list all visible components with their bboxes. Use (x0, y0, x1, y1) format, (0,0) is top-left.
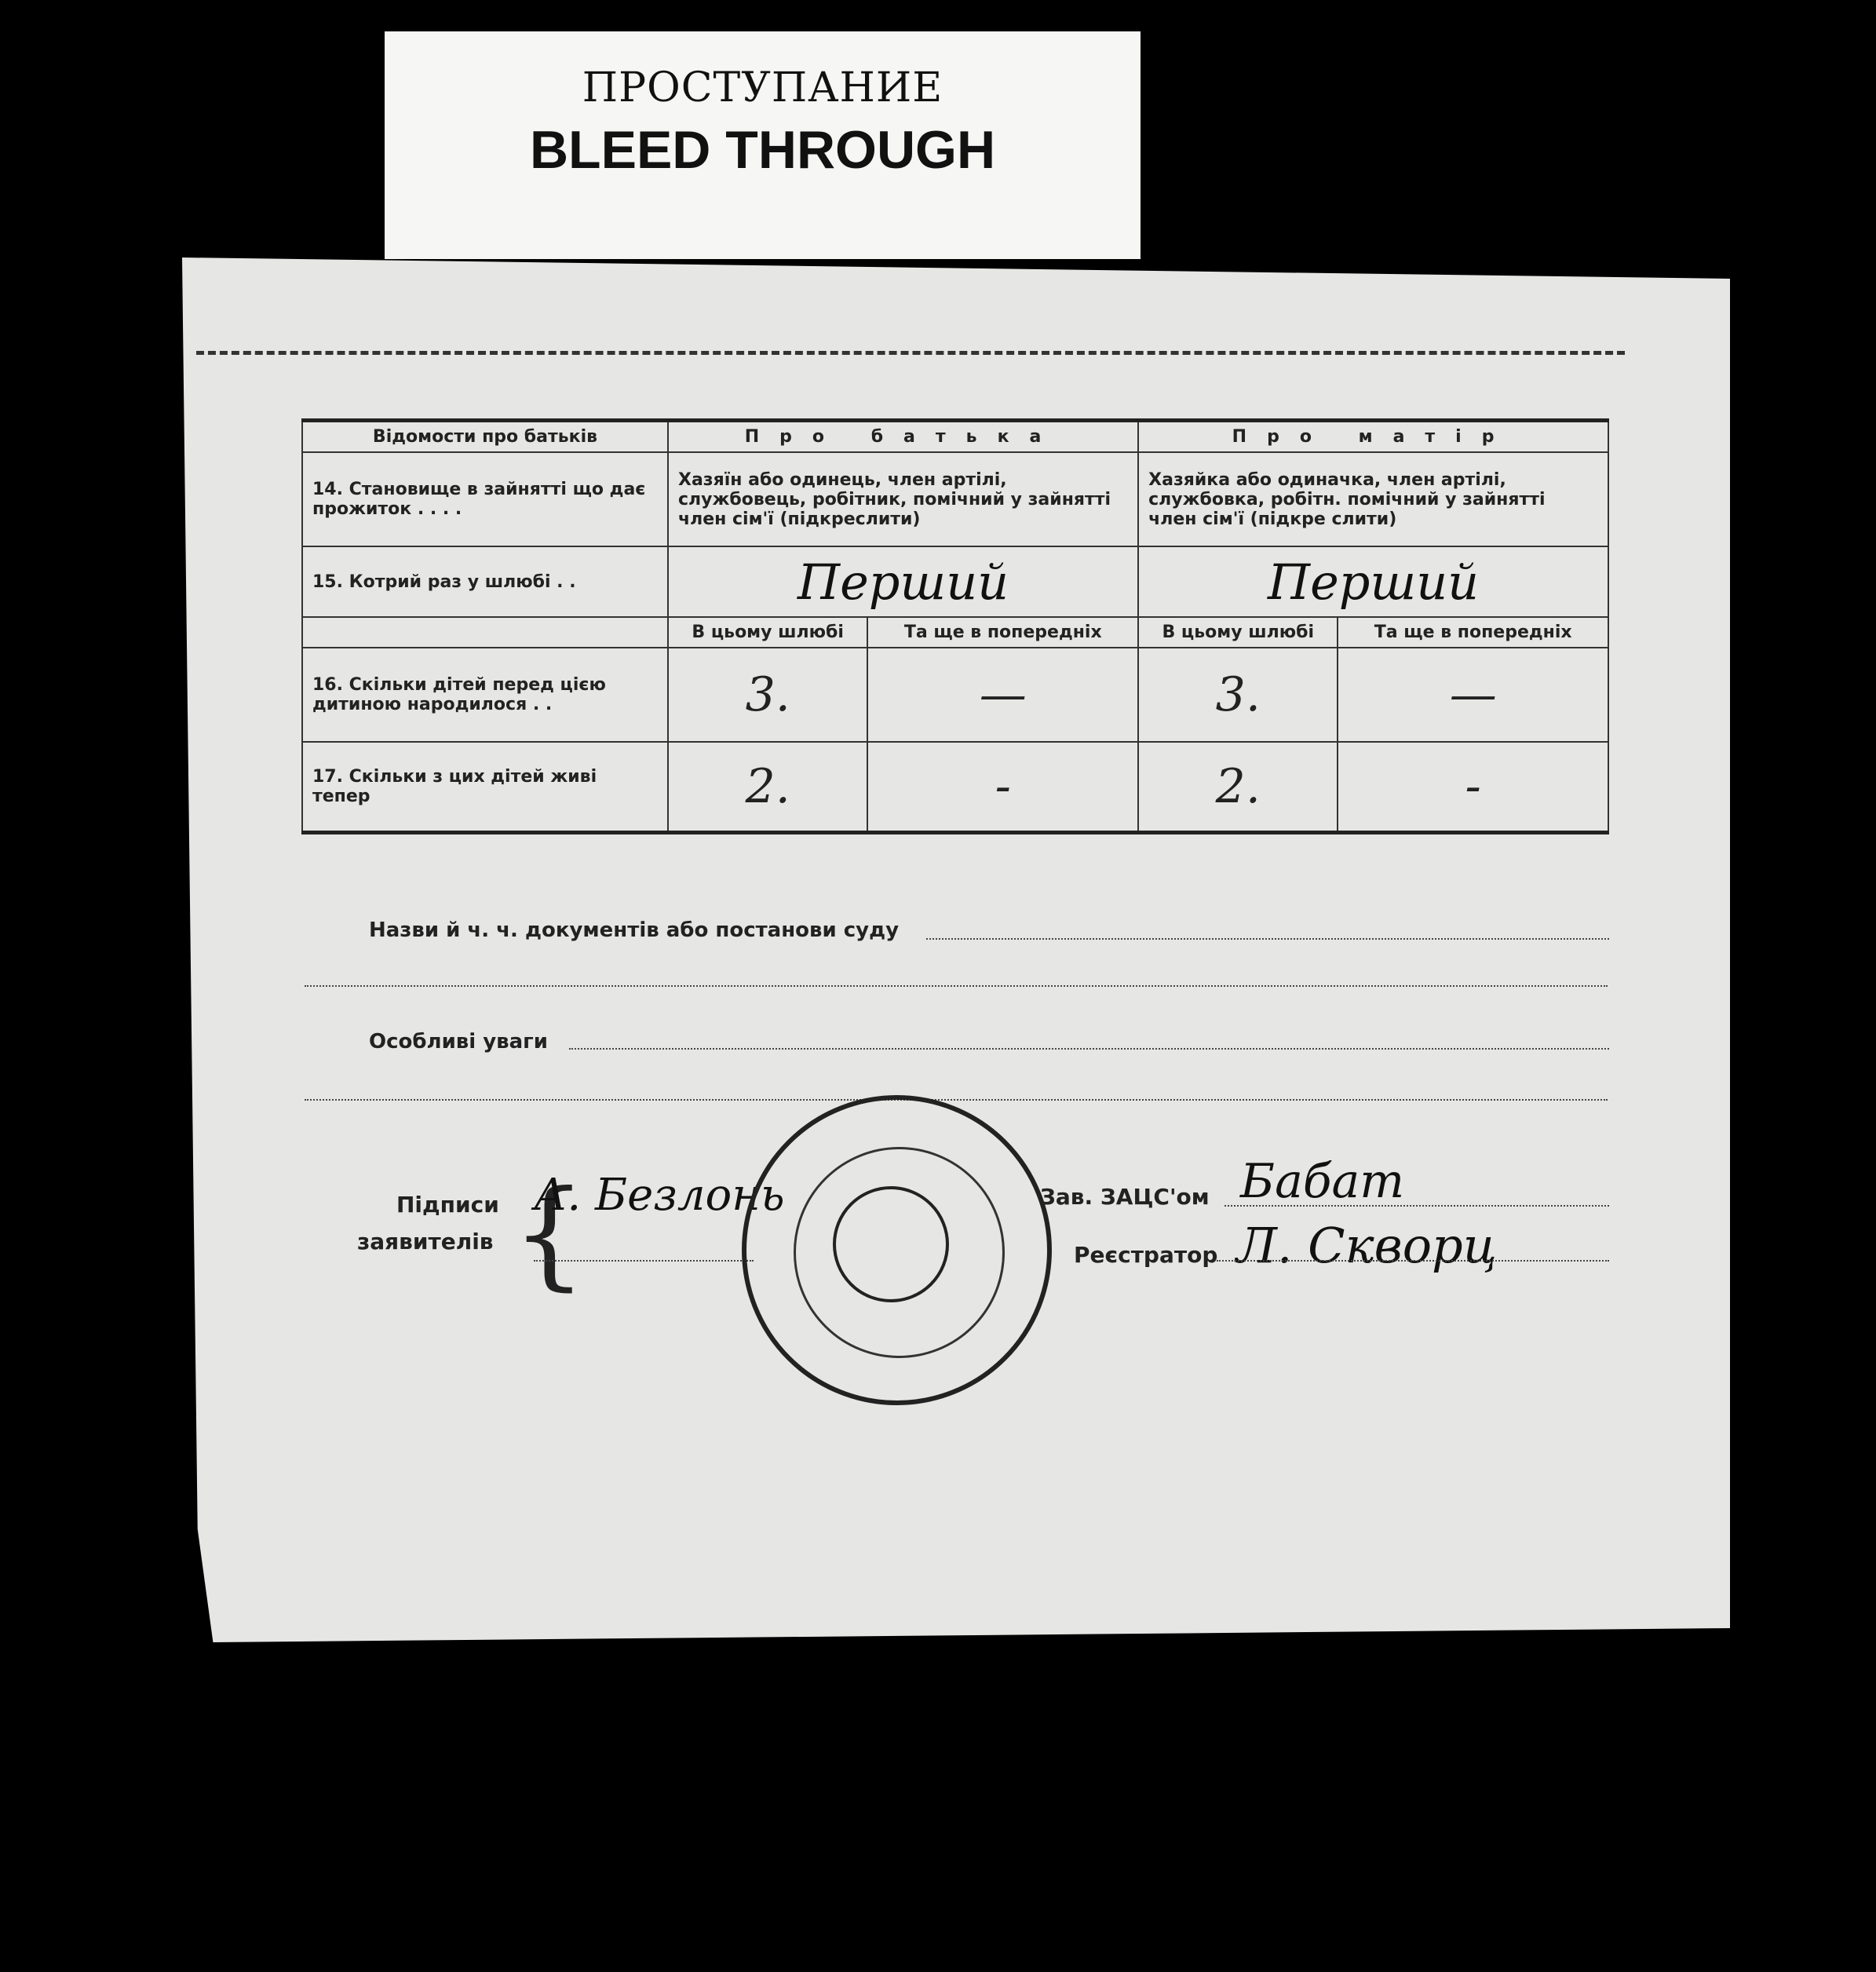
table-subheader-row (302, 617, 1608, 648)
row15-mother: Перший (1138, 546, 1608, 617)
subheader-father-previous: Та ще в попередніх (867, 617, 1138, 648)
row17-father-previous: - (867, 742, 1138, 832)
head-dotline (1225, 1205, 1609, 1207)
official-stamp (742, 1095, 1052, 1405)
row17-mother-this: 2. (1138, 742, 1338, 832)
row17-father-this: 2. (668, 742, 867, 832)
row14-mother: Хазяйка або одиначка, член артілі, службовка, робітн. помічний у зайнятті член сім'ї (підкре слити) (1138, 452, 1608, 546)
subheader-father-this: В цьому шлюбі (668, 617, 867, 648)
row16-mother-this: 3. (1138, 648, 1338, 742)
row14-label: 14. Становище в зайнятті що дає прожиток . . . . (302, 452, 668, 546)
applicant-signature: А. Безлонь (534, 1170, 785, 1221)
stamp-emblem (833, 1186, 949, 1302)
row17-label: 17. Скільки з цих дітей живі тепер (302, 742, 668, 832)
registrar-label: Реєстратор (1074, 1242, 1218, 1268)
table-header-row (302, 421, 1608, 453)
bleed-through-label-card (385, 31, 1141, 259)
registrar-dotline (1217, 1260, 1609, 1262)
row17-mother-previous: - (1338, 742, 1608, 832)
table-row-14 (302, 452, 1608, 546)
row16-mother-previous: — (1338, 648, 1608, 742)
row15-label: 15. Котрий раз у шлюбі . . (302, 546, 668, 617)
head-signature: Бабат (1240, 1154, 1405, 1209)
header-mother: Про матір (1138, 421, 1608, 453)
signatures-label-2: заявителів (357, 1229, 494, 1254)
row15-father: Перший (668, 546, 1138, 617)
perforation-line (196, 351, 1625, 355)
row16-label: 16. Скільки дітей перед цією дитиною народилося . . (302, 648, 668, 742)
row16-father-previous: — (867, 648, 1138, 742)
header-parents-info: Відомости про батьків (302, 421, 668, 453)
table-row-17 (302, 742, 1608, 832)
subheader-empty (302, 617, 668, 648)
signatures-label-1: Підписи (396, 1192, 499, 1218)
subheader-mother-previous: Та ще в попередніх (1338, 617, 1608, 648)
label-russian: ПРОСТУПАНИЕ (582, 64, 943, 111)
table-row-16 (302, 648, 1608, 742)
head-zags-label: Зав. ЗАЦС'ом (1040, 1184, 1210, 1210)
table-row-15 (302, 546, 1608, 617)
row14-father: Хазяїн або одинець, член артілі, службовець, робітник, помічний у зайнятті член сім'ї (підкреслити) (668, 452, 1138, 546)
parents-info-table (301, 418, 1609, 834)
documents-dotline (926, 938, 1609, 940)
documents-dotline-2 (305, 985, 1608, 987)
notes-dotline (569, 1048, 1609, 1050)
documents-label: Назви й ч. ч. документів або постанови суду (369, 918, 900, 942)
signatures-brace: { (512, 1166, 587, 1302)
applicant-dotline (534, 1260, 754, 1262)
subheader-mother-this: В цьому шлюбі (1138, 617, 1338, 648)
header-father: Про батька (668, 421, 1138, 453)
registrar-signature: Л. Скворц (1236, 1217, 1497, 1274)
label-english: BLEED THROUGH (529, 120, 996, 180)
notes-label: Особливі уваги (369, 1030, 548, 1054)
row16-father-this: 3. (668, 648, 867, 742)
notes-dotline-2 (305, 1099, 1608, 1101)
